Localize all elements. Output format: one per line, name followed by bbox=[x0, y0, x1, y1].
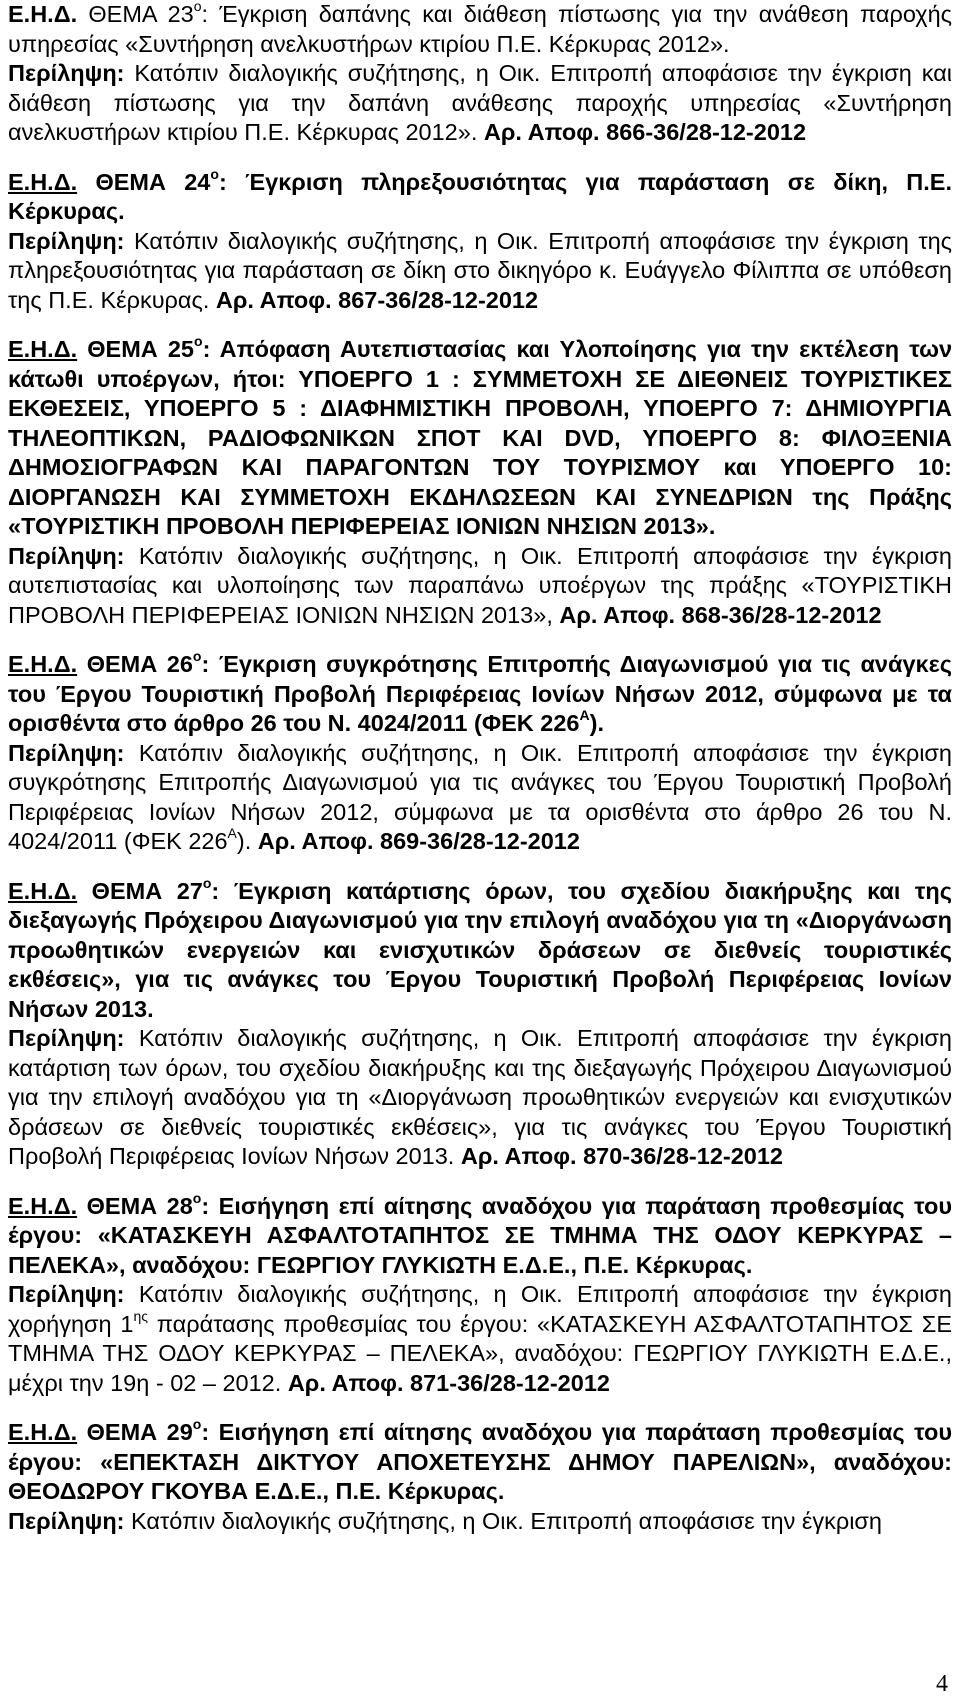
agenda-item-27 bbox=[0, 874, 960, 1172]
decision-number: 866-36/28-12-2012 bbox=[606, 119, 807, 145]
item-thema: ΘΕΜΑ 29 bbox=[86, 1419, 193, 1445]
agenda-item-26 bbox=[0, 650, 960, 857]
ordinal-suffix: ο bbox=[192, 1416, 202, 1433]
summary-label: Περίληψη: bbox=[8, 542, 125, 569]
summary-body: αυτεπιστασίας και υλοποίησης των παραπάνω υποέργων της πράξης «ΤΟΥΡΙΣΤΙΚΗ ΠΡΟΒΟΛΗ ΠΕΡΙΦΕΡΕΙΑΣ ΙΟΝΙΩΝ ΝΗΣΙΩΝ 2013», bbox=[8, 572, 952, 628]
summary-intro: Κατόπιν διαλογικής συζήτησης, η Οικ. Επιτροπή αποφάσισε την έγκριση bbox=[138, 542, 952, 569]
decision-number: 870-36/28-12-2012 bbox=[583, 1143, 784, 1169]
decision-number: 871-36/28-12-2012 bbox=[410, 1369, 610, 1396]
summary-body: κατάρτιση των όρων, του σχεδίου διακήρυξης και της διεξαγωγής Πρόχειρου Διαγωνισμού για την επιλογή αναδόχου για τη «Διοργάνωση προωθητικών ενεργειών και ενισχυτικών δράσεων σε διεθνείς τουριστικές εκθέσεις», για τις ανάγκες του Έργου Τουριστική Προβολή Περιφέρειας Ιονίων Νήσων 2013. bbox=[8, 1054, 952, 1169]
summary-body: συγκρότησης Επιτροπής Διαγωνισμού για τις ανάγκες του Έργου Τουριστική Προβολή Περιφέρειας Ιονίων Νήσων 2012, σύμφωνα με τα ορισθέντα στο άρθρο 26 του Ν. 4024/2011 (ΦΕΚ 226 bbox=[8, 769, 952, 854]
agenda-item-29 bbox=[0, 1418, 960, 1536]
item-thema: ΘΕΜΑ 26 bbox=[86, 651, 193, 677]
item-eid: Ε.Η.Δ. bbox=[8, 168, 78, 195]
agenda-item-24 bbox=[0, 165, 960, 316]
item-thema: ΘΕΜΑ 28 bbox=[86, 1192, 193, 1219]
item-eid: Ε.Η.Δ. bbox=[8, 651, 78, 677]
title-superscript: Α bbox=[579, 707, 590, 724]
summary-body: της πληρεξουσιότητας για παράσταση σε δίκη στο δικηγόρο κ. Ευάγγελο Φίλιππα σε υπόθεση της Π.Ε. Κέρκυρας. bbox=[8, 227, 953, 313]
summary-intro: Κατόπιν διαλογικής συζήτησης, η Οικ. Επιτροπή αποφάσισε την έγκριση bbox=[138, 1025, 952, 1051]
item-thema: ΘΕΜΑ 23 bbox=[88, 1, 194, 27]
decision-label: Αρ. Αποφ. bbox=[483, 119, 600, 145]
decision-label: Αρ. Αποφ. bbox=[257, 828, 374, 854]
item-eid: Ε.Η.Δ. bbox=[8, 1419, 78, 1445]
item-title: : Εισήγηση επί αίτησης αναδόχου για παράταση προθεσμίας του έργου: «ΕΠΕΚΤΑΣΗ ΔΙΚΤΥΟΥ ΑΠΟΧΕΤΕΥΣΗΣ ΔΗΜΟΥ ΠΑΡΕΛΙΩΝ», αναδόχου: ΘΕΟΔΩΡΟΥ ΓΚΟΥΒΑ Ε.Δ.Ε., Π.Ε. Κέρκυρας. bbox=[8, 1419, 952, 1504]
summary-body: χορήγηση 1 bbox=[8, 1310, 134, 1337]
agenda-item-25 bbox=[0, 335, 960, 630]
summary-body-end: ). bbox=[236, 828, 252, 854]
item-title: : Εισήγηση επί αίτησης αναδόχου για παράταση προθεσμίας του έργου: «ΚΑΤΑΣΚΕΥΗ ΑΣΦΑΛΤΟΤΑΠΗΤΟΣ ΣΕ ΤΜΗΜΑ ΤΗΣ ΟΔΟΥ ΚΕΡΚΥΡΑΣ – ΠΕΛΕΚΑ», αναδόχου: ΓΕΩΡΓΙΟΥ ΓΛΥΚΙΩΤΗ Ε.Δ.Ε., Π.Ε. Κέρκυρας. bbox=[8, 1192, 952, 1278]
ordinal-suffix: ο bbox=[193, 0, 202, 15]
ordinal-suffix: ο bbox=[202, 874, 212, 891]
summary-label: Περίληψη: bbox=[8, 1507, 125, 1534]
item-title: : Έγκριση πληρεξουσιότητας για παράσταση σε δίκη, Π.Ε. Κέρκυρας. bbox=[8, 168, 953, 224]
item-thema: ΘΕΜΑ 25 bbox=[87, 336, 195, 362]
ordinal-suffix: ο bbox=[192, 1189, 202, 1206]
agenda-item-28 bbox=[0, 1189, 960, 1399]
item-title: : Έγκριση δαπάνης και διάθεση πίστωσης για την ανάθεση παροχής υπηρεσίας «Συντήρηση ανελκυστήρων κτιρίου Π.Ε. Κέρκυρας 2012». bbox=[8, 1, 953, 57]
decision-label: Αρ. Αποφ. bbox=[460, 1143, 577, 1169]
item-title: : Απόφαση Αυτεπιστασίας και Υλοποίησης για την εκτέλεση των κάτωθι υποέργων, ήτοι: ΥΠΟΕΡΓΟ 1 : ΣΥΜΜΕΤΟΧΗ ΣΕ ΔΙΕΘΝΕΙΣ ΤΟΥΡΙΣΤΙΚΕΣ ΕΚΘΕΣΕΙΣ, ΥΠΟΕΡΓΟ 5 : ΔΙΑΦΗΜΙΣΤΙΚΗ ΠΡΟΒΟΛΗ, ΥΠΟΕΡΓΟ 7: ΔΗΜΙΟΥΡΓΙΑ ΤΗΛΕΟΠΤΙΚΩΝ, ΡΑΔΙΟΦΩΝΙΚΩΝ ΣΠΟΤ ΚΑΙ DVD, ΥΠΟΕΡΓΟ 8: ΦΙΛΟΞΕΝΙΑ ΔΗΜΟΣΙΟΓΡΑΦΩΝ ΚΑΙ ΠΑΡΑΓΟΝΤΩΝ ΤΟΥ ΤΟΥΡΙΣΜΟΥ και ΥΠΟΕΡΓΟ 10: ΔΙΟΡΓΑΝΩΣΗ ΚΑΙ ΣΥΜΜΕΤΟΧΗ ΕΚΔΗΛΩΣΕΩΝ ΚΑΙ ΣΥΝΕΔΡΙΩΝ της Πράξης «ΤΟΥΡΙΣΤΙΚΗ ΠΡΟΒΟΛΗ ΠΕΡΙΦΕΡΕΙΑΣ ΙΟΝΙΩΝ ΝΗΣΙΩΝ 2013». bbox=[8, 336, 953, 539]
decision-label: Αρ. Αποφ. bbox=[559, 601, 676, 628]
item-eid: Ε.Η.Δ. bbox=[8, 877, 78, 904]
summary-intro: Κατόπιν διαλογικής συζήτησης, η Οικ. Επιτροπή αποφάσισε την έγκριση bbox=[134, 227, 909, 254]
summary-intro: Κατόπιν διαλογικής συζήτησης, η Οικ. Επιτροπή αποφάσισε την έγκριση bbox=[138, 739, 952, 766]
item-eid: Ε.Η.Δ. bbox=[8, 336, 78, 362]
item-thema: ΘΕΜΑ 24 bbox=[95, 168, 211, 195]
decision-label: Αρ. Αποφ. bbox=[287, 1369, 404, 1396]
decision-number: 869-36/28-12-2012 bbox=[380, 828, 580, 854]
decision-label: Αρ. Αποφ. bbox=[215, 286, 332, 313]
item-title: : Έγκριση συγκρότησης Επιτροπής Διαγωνισμού για τις ανάγκες του Έργου Τουριστική Προβολή Περιφέρειας Ιονίων Νήσων 2012, σύμφωνα με τα ορισθέντα στο άρθρο 26 του Ν. 4024/2011 (ΦΕΚ 226 bbox=[8, 651, 952, 736]
summary-body-end: παράτασης προθεσμίας του έργου: «ΚΑΤΑΣΚΕΥΗ ΑΣΦΑΛΤΟΤΑΠΗΤΟΣ ΣΕ ΤΜΗΜΑ ΤΗΣ ΟΔΟΥ ΚΕΡΚΥΡΑΣ – ΠΕΛΕΚΑ», αναδόχου: ΓΕΩΡΓΙΟΥ ΓΛΥΚΙΩΤΗ Ε.Δ.Ε., μέχρι την 19η - 02 – 2012. bbox=[8, 1310, 953, 1396]
summary-intro: Κατόπιν διαλογικής συζήτησης, η Οικ. Επιτροπή αποφάσισε την έγκριση bbox=[138, 1281, 952, 1307]
body-superscript: Α bbox=[227, 825, 237, 842]
agenda-item-23 bbox=[0, 0, 960, 148]
item-eid: Ε.Η.Δ. bbox=[8, 1192, 78, 1219]
summary-label: Περίληψη: bbox=[8, 739, 125, 766]
summary-intro: Κατόπιν διαλογικής συζήτησης, η Οικ. Επιτροπή αποφάσισε την έγκριση bbox=[134, 60, 912, 86]
item-title-end: ). bbox=[589, 710, 604, 736]
ordinal-suffix: ο bbox=[192, 648, 202, 665]
ordinal-suffix: ο bbox=[210, 165, 219, 182]
summary-intro: Κατόπιν διαλογικής συζήτησης, η Οικ. Επιτροπή αποφάσισε την έγκριση bbox=[131, 1507, 883, 1534]
body-superscript: ης bbox=[133, 1307, 148, 1324]
summary-label: Περίληψη: bbox=[8, 1025, 125, 1051]
summary-label: Περίληψη: bbox=[8, 1281, 125, 1307]
item-title: : Έγκριση κατάρτισης όρων, του σχεδίου διακήρυξης και της διεξαγωγής Πρόχειρου Διαγωνισμού για την επιλογή αναδόχου για τη «Διοργάνωση προωθητικών ενεργειών και ενισχυτικών δράσεων σε διεθνείς τουριστικές εκθέσεις», για τις ανάγκες του Έργου Τουριστική Προβολή Περιφέρειας Ιονίων Νήσων 2013. bbox=[8, 877, 952, 1022]
summary-label: Περίληψη: bbox=[8, 227, 125, 254]
summary-body: και διάθεση πίστωσης για την δαπάνη ανάθεσης παροχής υπηρεσίας «Συντήρηση ανελκυστήρων κτιρίου Π.Ε. Κέρκυρας 2012». bbox=[8, 60, 953, 145]
ordinal-suffix: ο bbox=[194, 333, 203, 350]
item-eid: Ε.Η.Δ. bbox=[8, 1, 78, 27]
decision-number: 868-36/28-12-2012 bbox=[681, 601, 882, 628]
page-number: 4 bbox=[936, 1671, 948, 1697]
summary-label: Περίληψη: bbox=[8, 60, 125, 86]
decision-number: 867-36/28-12-2012 bbox=[338, 286, 539, 313]
item-thema: ΘΕΜΑ 27 bbox=[91, 877, 203, 904]
